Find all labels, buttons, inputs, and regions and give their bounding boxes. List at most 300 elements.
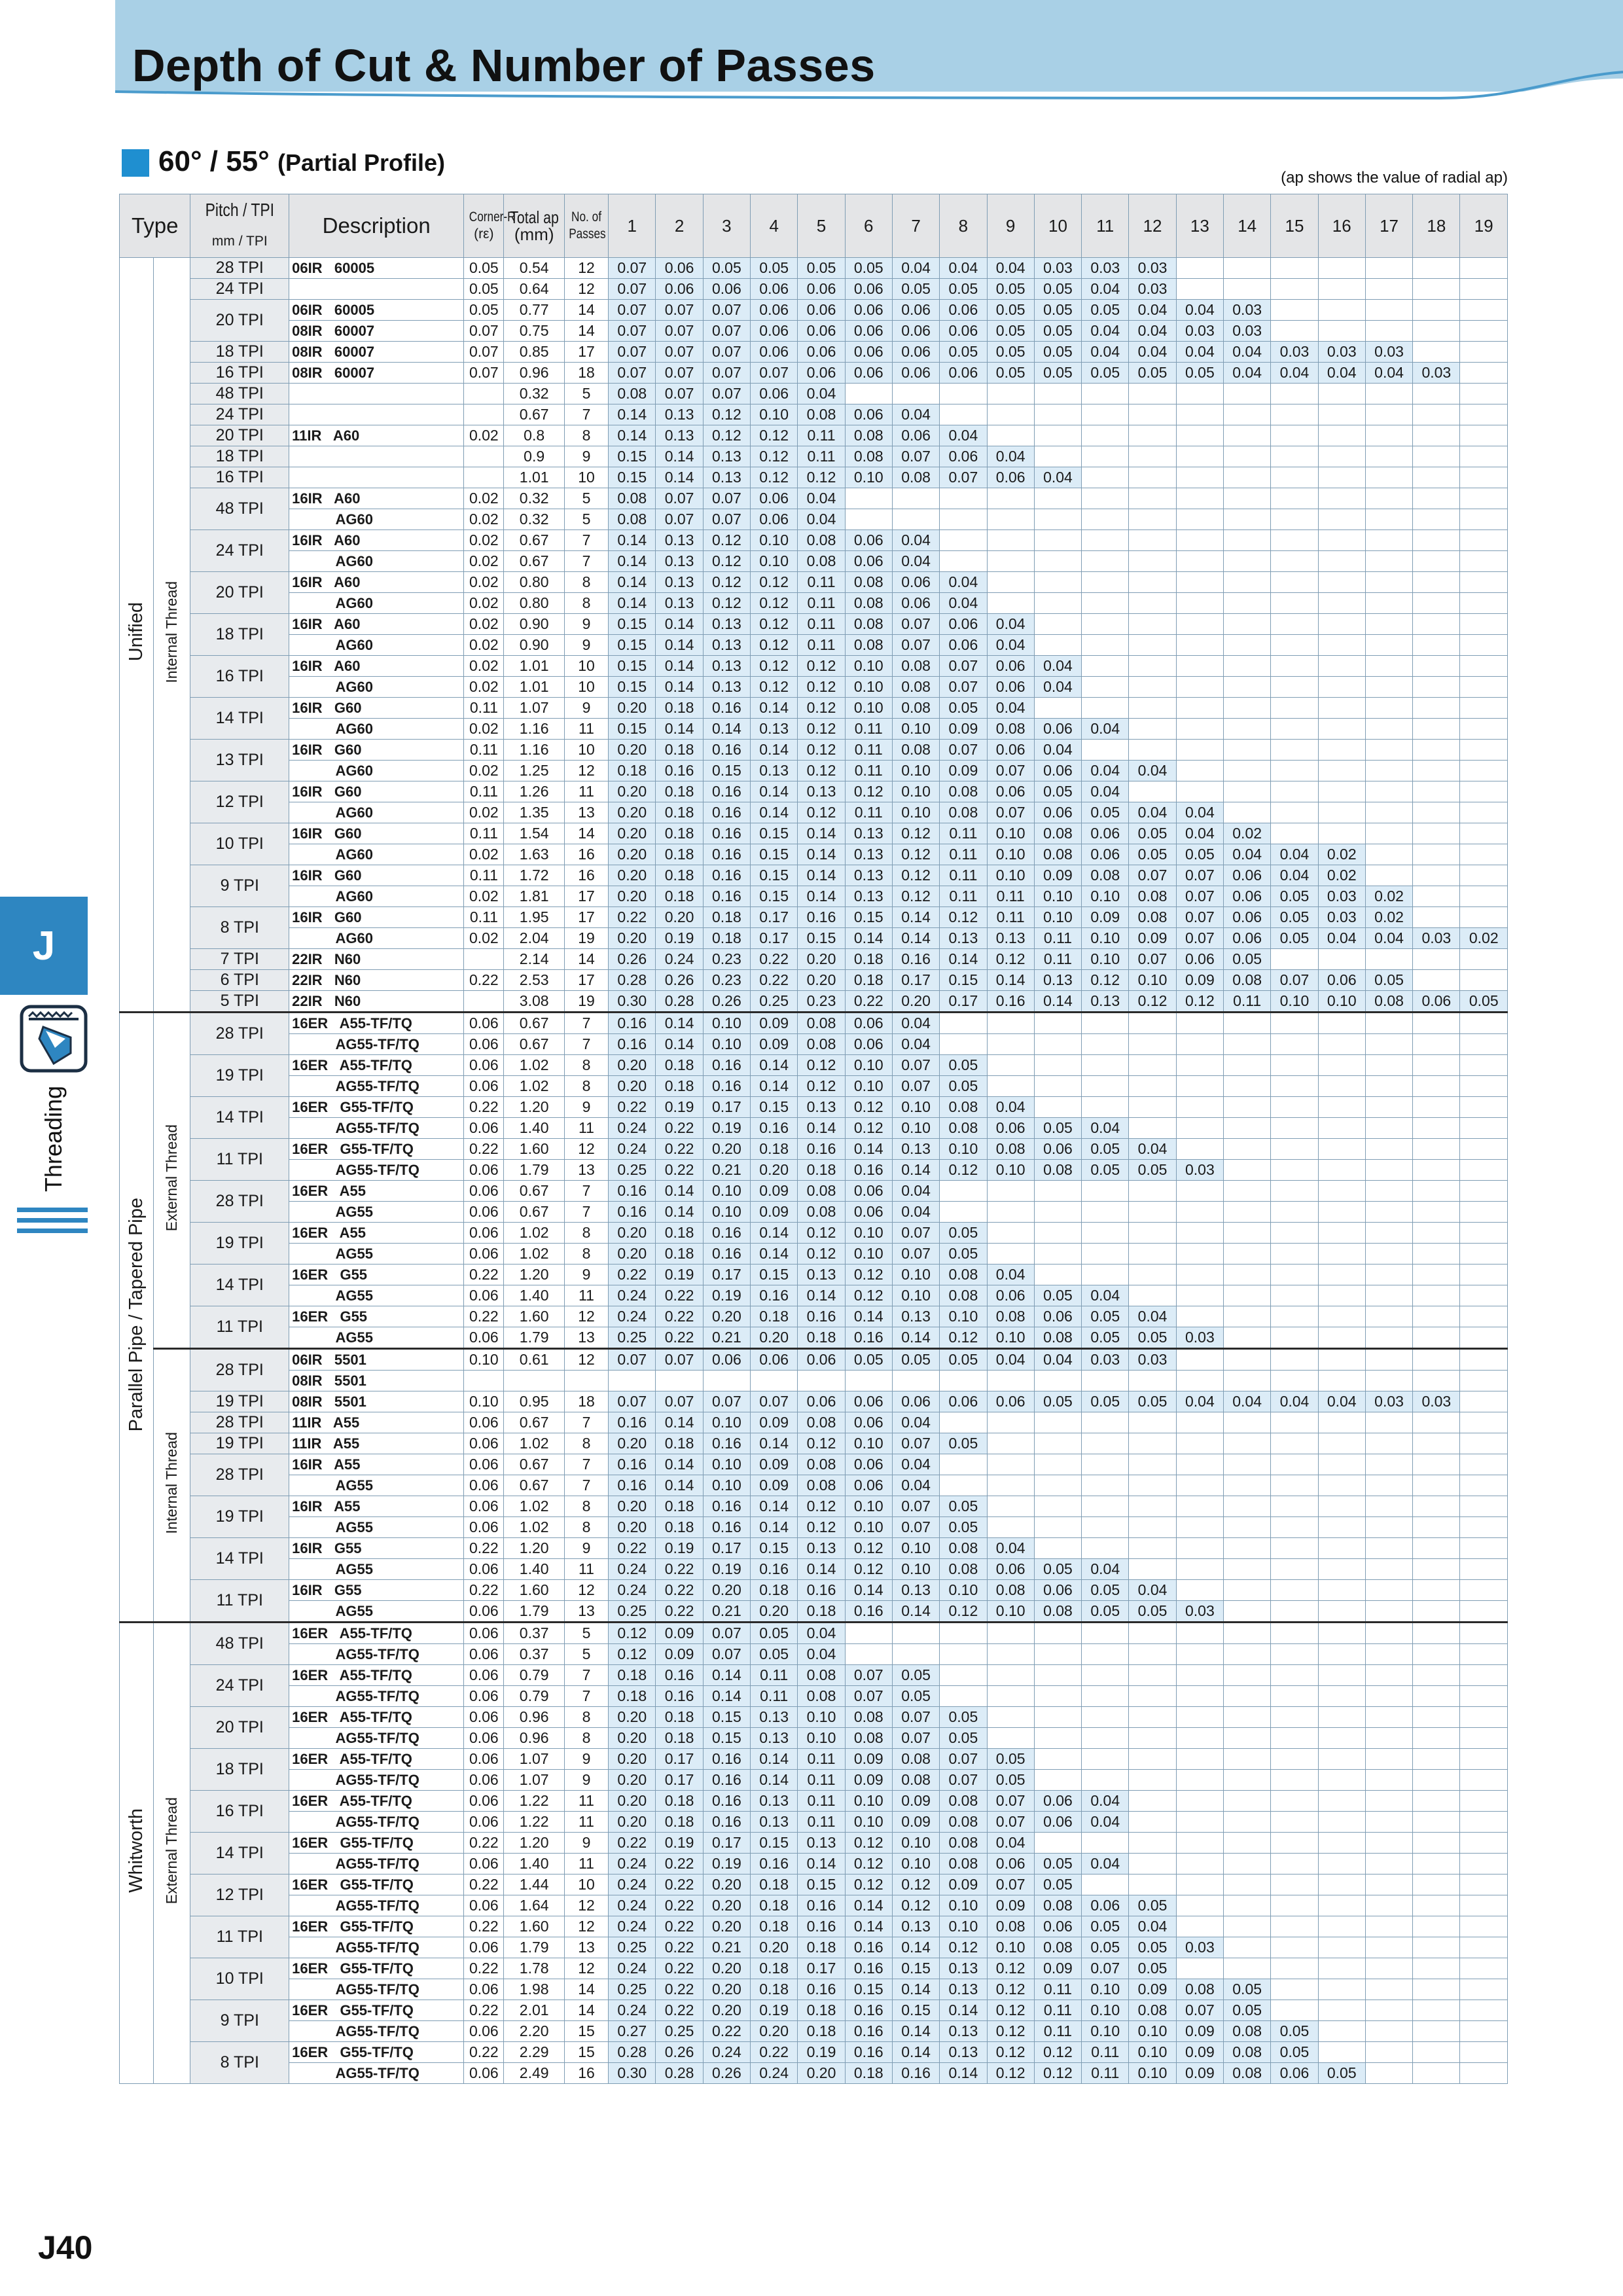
pass-value-cell: 0.22 (656, 2000, 703, 2021)
table-row (120, 2021, 1508, 2042)
pass-value-cell: 0.07 (892, 1076, 939, 1097)
pass-value-cell (940, 1623, 987, 1644)
corner-r-cell: 0.02 (464, 614, 504, 635)
total-ap-cell: 0.77 (504, 300, 564, 321)
pass-value-cell (940, 1665, 987, 1686)
passes-cell: 17 (564, 970, 608, 991)
pass-value-cell: 0.12 (1034, 2042, 1081, 2063)
pass-value-cell: 0.13 (940, 1979, 987, 2000)
pass-value-cell (845, 384, 892, 404)
pass-value-cell: 0.09 (1176, 2042, 1223, 2063)
side-tab-j[interactable]: J (0, 897, 88, 995)
corner-r-cell: 0.02 (464, 593, 504, 614)
pass-value-cell (1413, 1202, 1460, 1223)
pass-value-cell: 0.28 (656, 2063, 703, 2084)
pass-value-cell: 0.16 (609, 1454, 656, 1475)
corner-r-cell: 0.02 (464, 635, 504, 656)
pass-value-cell: 0.04 (940, 258, 987, 279)
pass-value-cell: 0.06 (703, 279, 750, 300)
pass-value-cell (1271, 1707, 1318, 1728)
pass-value-cell: 0.16 (751, 1854, 798, 1874)
pass-value-cell (1129, 740, 1176, 761)
passes-cell: 7 (564, 530, 608, 551)
pass-value-cell: 0.10 (940, 1306, 987, 1327)
pass-value-cell: 0.12 (987, 2000, 1034, 2021)
section-marker (122, 149, 149, 177)
pass-value-cell: 0.07 (703, 488, 750, 509)
pass-value-cell: 0.13 (892, 1580, 939, 1601)
table-row (120, 970, 1508, 991)
corner-r-cell: 0.06 (464, 1623, 504, 1644)
pass-value-cell: 0.18 (798, 1327, 845, 1349)
pass-value-cell: 0.14 (656, 1013, 703, 1034)
description-cell: 16ER A55-TF/TQ (289, 1749, 464, 1770)
pass-value-cell (1318, 1895, 1365, 1916)
pass-value-cell (1271, 1791, 1318, 1812)
description-cell (289, 404, 464, 425)
table-row (120, 1770, 1508, 1791)
pass-value-cell: 0.22 (845, 991, 892, 1013)
pass-value-cell (1271, 781, 1318, 802)
pass-value-cell: 0.10 (845, 698, 892, 719)
corner-r-cell: 0.06 (464, 1895, 504, 1916)
description-cell: 16ER A55 (289, 1181, 464, 1202)
pass-value-cell (1460, 1244, 1508, 1265)
pass-value-cell (1271, 488, 1318, 509)
pass-value-cell: 0.11 (940, 823, 987, 844)
table-row (120, 907, 1508, 928)
pass-value-cell (1034, 572, 1081, 593)
corner-r-cell: 0.06 (464, 1475, 504, 1496)
pass-value-cell: 0.13 (1082, 991, 1129, 1013)
pass-value-cell: 0.07 (892, 1433, 939, 1454)
pass-value-cell (1318, 1349, 1365, 1371)
pass-value-cell: 0.06 (987, 467, 1034, 488)
pass-value-cell (1460, 425, 1508, 446)
pass-value-cell: 0.12 (751, 572, 798, 593)
pitch-cell: 20 TPI (190, 300, 289, 342)
pass-value-cell: 0.16 (609, 1412, 656, 1433)
pass-value-cell (1034, 1371, 1081, 1391)
pass-value-cell (1365, 404, 1412, 425)
pass-value-cell (1176, 1371, 1223, 1391)
corner-r-cell: 0.06 (464, 1076, 504, 1097)
pass-value-cell: 0.20 (609, 1812, 656, 1833)
pass-value-cell (1224, 1097, 1271, 1118)
corner-r-cell: 0.02 (464, 802, 504, 823)
pass-value-cell (1034, 551, 1081, 572)
corner-r-cell: 0.02 (464, 928, 504, 949)
pass-value-cell: 0.13 (751, 1791, 798, 1812)
description-cell: 08IR 60007 (289, 363, 464, 384)
pass-value-cell (1082, 1097, 1129, 1118)
passes-cell: 8 (564, 1707, 608, 1728)
pass-value-cell: 0.23 (703, 949, 750, 970)
corner-r-cell: 0.02 (464, 656, 504, 677)
pass-value-cell: 0.12 (845, 1118, 892, 1139)
pass-value-cell (1318, 781, 1365, 802)
pass-value-cell (1413, 614, 1460, 635)
passes-cell: 12 (564, 1916, 608, 1937)
pass-value-cell (1082, 1749, 1129, 1770)
pass-value-cell: 0.04 (987, 1833, 1034, 1854)
pass-value-cell (1224, 1013, 1271, 1034)
corner-r-cell: 0.10 (464, 1391, 504, 1412)
pass-value-cell: 0.12 (987, 1958, 1034, 1979)
pass-value-cell (987, 1475, 1034, 1496)
pass-value-cell (1129, 1538, 1176, 1559)
pass-value-cell: 0.22 (609, 1265, 656, 1285)
pass-value-cell: 0.04 (1365, 363, 1412, 384)
pass-value-cell (1034, 1223, 1081, 1244)
pass-value-cell (1413, 1517, 1460, 1538)
table-row (120, 1833, 1508, 1854)
pass-value-cell (1129, 1097, 1176, 1118)
pass-value-cell: 0.06 (892, 363, 939, 384)
pass-value-cell: 0.08 (1034, 1937, 1081, 1958)
pass-value-cell: 0.04 (798, 384, 845, 404)
pass-value-cell (1413, 2063, 1460, 2084)
pass-value-cell: 0.09 (751, 1475, 798, 1496)
pass-value-cell (1460, 593, 1508, 614)
subtype-cell (154, 258, 190, 1013)
pass-value-cell (1318, 321, 1365, 342)
description-cell (289, 446, 464, 467)
pass-value-cell (1460, 1034, 1508, 1055)
pass-value-cell (1224, 404, 1271, 425)
pass-value-cell (1413, 1979, 1460, 2000)
pass-value-cell: 0.05 (940, 342, 987, 363)
pass-value-cell: 0.05 (940, 1076, 987, 1097)
pass-value-cell (1460, 384, 1508, 404)
pass-value-cell: 0.10 (940, 1139, 987, 1160)
passes-cell: 14 (564, 321, 608, 342)
pass-value-cell: 0.12 (751, 656, 798, 677)
pass-value-cell: 0.09 (940, 761, 987, 781)
pass-value-cell: 0.05 (1129, 1937, 1176, 1958)
pass-value-cell: 0.05 (1129, 1391, 1176, 1412)
pass-value-cell: 0.11 (798, 446, 845, 467)
pass-value-cell: 0.08 (892, 677, 939, 698)
pass-value-cell: 0.10 (1082, 1979, 1129, 2000)
pass-value-cell: 0.16 (703, 1770, 750, 1791)
pass-value-cell: 0.13 (656, 551, 703, 572)
pass-value-cell: 0.05 (1082, 1327, 1129, 1349)
pass-value-cell: 0.14 (751, 1749, 798, 1770)
description-cell: AG55-TF/TQ (289, 1076, 464, 1097)
header-pass-11: 11 (1082, 194, 1129, 258)
description-cell: 16IR G60 (289, 907, 464, 928)
passes-cell: 12 (564, 279, 608, 300)
pass-value-cell: 0.24 (703, 2042, 750, 2063)
passes-cell: 19 (564, 928, 608, 949)
header-pitch-label: Pitch / TPI (205, 199, 275, 220)
pass-value-cell: 0.10 (940, 1916, 987, 1937)
pass-value-cell: 0.13 (892, 1139, 939, 1160)
pass-value-cell: 0.13 (703, 446, 750, 467)
pass-value-cell: 0.11 (940, 865, 987, 886)
pass-value-cell (1365, 530, 1412, 551)
table-row (120, 719, 1508, 740)
pass-value-cell (845, 488, 892, 509)
pass-value-cell: 0.11 (1224, 991, 1271, 1013)
pitch-cell: 28 TPI (190, 1013, 289, 1055)
total-ap-cell: 1.78 (504, 1958, 564, 1979)
pass-value-cell: 0.08 (609, 509, 656, 530)
pass-value-cell (1176, 404, 1223, 425)
pass-value-cell: 0.08 (609, 384, 656, 404)
pass-value-cell: 0.08 (940, 1812, 987, 1833)
passes-cell: 13 (564, 1601, 608, 1623)
pass-value-cell: 0.16 (656, 1665, 703, 1686)
table-row (120, 425, 1508, 446)
pass-value-cell: 0.25 (609, 1601, 656, 1623)
pass-value-cell (1365, 1034, 1412, 1055)
pass-value-cell (1224, 1644, 1271, 1665)
total-ap-cell: 1.07 (504, 698, 564, 719)
pass-value-cell: 0.04 (1129, 1306, 1176, 1327)
total-ap-cell: 0.67 (504, 1034, 564, 1055)
pitch-cell: 10 TPI (190, 823, 289, 865)
pass-value-cell: 0.05 (1034, 363, 1081, 384)
pass-value-cell: 0.14 (751, 1076, 798, 1097)
description-cell: 08IR 5501 (289, 1391, 464, 1412)
pass-value-cell (1271, 1034, 1318, 1055)
pass-value-cell: 0.16 (751, 1118, 798, 1139)
pass-value-cell: 0.12 (845, 1874, 892, 1895)
pass-value-cell: 0.16 (798, 1979, 845, 2000)
table-row (120, 1349, 1508, 1371)
pass-value-cell (1365, 1285, 1412, 1306)
pass-value-cell (1460, 1055, 1508, 1076)
pass-value-cell (1460, 1958, 1508, 1979)
description-cell: 11IR A55 (289, 1433, 464, 1454)
pass-value-cell (892, 1371, 939, 1391)
pass-value-cell: 0.04 (798, 1644, 845, 1665)
pass-value-cell: 0.14 (751, 1433, 798, 1454)
pass-value-cell (1460, 572, 1508, 593)
pass-value-cell (1413, 1306, 1460, 1327)
pass-value-cell (1034, 1517, 1081, 1538)
description-cell: 06IR 5501 (289, 1349, 464, 1371)
pass-value-cell (987, 509, 1034, 530)
corner-r-cell: 0.02 (464, 425, 504, 446)
pass-value-cell: 0.10 (987, 865, 1034, 886)
pass-value-cell: 0.12 (798, 719, 845, 740)
pass-value-cell: 0.18 (656, 1496, 703, 1517)
pass-value-cell: 0.15 (609, 719, 656, 740)
pass-value-cell (1413, 446, 1460, 467)
pass-value-cell: 0.12 (1034, 2063, 1081, 2084)
pass-value-cell: 0.08 (1224, 2042, 1271, 2063)
pass-value-cell: 0.13 (656, 572, 703, 593)
total-ap-cell: 1.60 (504, 1916, 564, 1937)
pass-value-cell (1034, 1265, 1081, 1285)
pass-value-cell: 0.14 (751, 1496, 798, 1517)
table-body (120, 258, 1508, 2084)
pass-value-cell (1460, 1644, 1508, 1665)
pass-value-cell (1460, 1118, 1508, 1139)
pass-value-cell: 0.13 (845, 886, 892, 907)
total-ap-cell: 0.67 (504, 1202, 564, 1223)
pass-value-cell: 0.09 (751, 1181, 798, 1202)
pass-value-cell: 0.06 (751, 488, 798, 509)
pass-value-cell (1365, 1412, 1412, 1433)
pass-value-cell (1082, 551, 1129, 572)
pass-value-cell (1271, 1285, 1318, 1306)
table-row (120, 1517, 1508, 1538)
pass-value-cell: 0.04 (1082, 1854, 1129, 1874)
pass-value-cell (1176, 1538, 1223, 1559)
passes-cell: 16 (564, 865, 608, 886)
table-row (120, 404, 1508, 425)
pass-value-cell (1365, 488, 1412, 509)
pass-value-cell (1082, 1371, 1129, 1391)
pass-value-cell: 0.11 (940, 886, 987, 907)
pass-value-cell: 0.16 (798, 1916, 845, 1937)
pass-value-cell: 0.06 (1413, 991, 1460, 1013)
pass-value-cell: 0.20 (703, 1958, 750, 1979)
pass-value-cell: 0.16 (845, 1937, 892, 1958)
table-row (120, 1496, 1508, 1517)
pass-value-cell (1082, 614, 1129, 635)
pass-value-cell (1365, 719, 1412, 740)
pass-value-cell: 0.20 (703, 1580, 750, 1601)
pass-value-cell: 0.10 (1034, 886, 1081, 907)
pass-value-cell (1271, 949, 1318, 970)
pass-value-cell (1318, 1916, 1365, 1937)
pass-value-cell: 0.05 (1082, 1916, 1129, 1937)
pass-value-cell (987, 1013, 1034, 1034)
pass-value-cell (940, 404, 987, 425)
pass-value-cell (1271, 321, 1318, 342)
pass-value-cell: 0.12 (987, 2021, 1034, 2042)
pass-value-cell (1271, 258, 1318, 279)
pass-value-cell (1413, 1433, 1460, 1454)
pass-value-cell (1413, 279, 1460, 300)
pass-value-cell: 0.08 (892, 698, 939, 719)
pass-value-cell: 0.05 (1082, 300, 1129, 321)
table-row (120, 1285, 1508, 1306)
pass-value-cell: 0.15 (798, 928, 845, 949)
pass-value-cell (1460, 949, 1508, 970)
pass-value-cell: 0.08 (892, 740, 939, 761)
type-label: Unified (126, 602, 147, 662)
pass-value-cell (1318, 1623, 1365, 1644)
corner-r-cell: 0.22 (464, 2042, 504, 2063)
pass-value-cell (1129, 1665, 1176, 1686)
pitch-cell: 18 TPI (190, 614, 289, 656)
pass-value-cell: 0.14 (656, 719, 703, 740)
pass-value-cell: 0.10 (1129, 2021, 1176, 2042)
pass-value-cell (1176, 1454, 1223, 1475)
pass-value-cell (1365, 802, 1412, 823)
total-ap-cell: 1.20 (504, 1265, 564, 1285)
pass-value-cell (1176, 1707, 1223, 1728)
pass-value-cell: 0.12 (703, 551, 750, 572)
description-cell: 16ER A55-TF/TQ (289, 1623, 464, 1644)
pass-value-cell: 0.04 (892, 551, 939, 572)
depth-of-cut-table (119, 194, 1508, 2084)
pass-value-cell: 0.05 (1034, 300, 1081, 321)
pass-value-cell: 0.12 (845, 1854, 892, 1874)
pass-value-cell (1318, 530, 1365, 551)
pass-value-cell (1460, 761, 1508, 781)
pass-value-cell: 0.08 (845, 572, 892, 593)
pass-value-cell: 0.05 (1176, 844, 1223, 865)
corner-r-cell: 0.06 (464, 1812, 504, 1833)
pass-value-cell (1176, 1244, 1223, 1265)
pass-value-cell (1224, 1707, 1271, 1728)
pass-value-cell: 0.04 (1224, 363, 1271, 384)
pass-value-cell (1176, 1580, 1223, 1601)
pass-value-cell: 0.14 (987, 970, 1034, 991)
pass-value-cell: 0.22 (609, 1097, 656, 1118)
pass-value-cell (1129, 404, 1176, 425)
total-ap-cell: 1.79 (504, 1327, 564, 1349)
pass-value-cell (940, 488, 987, 509)
pass-value-cell (940, 1686, 987, 1707)
pass-value-cell (1413, 1895, 1460, 1916)
header-pass-9: 9 (987, 194, 1034, 258)
pass-value-cell: 0.16 (798, 1306, 845, 1327)
pass-value-cell: 0.04 (892, 1181, 939, 1202)
pass-value-cell (1365, 425, 1412, 446)
total-ap-cell: 1.02 (504, 1244, 564, 1265)
pass-value-cell: 0.13 (798, 781, 845, 802)
pass-value-cell (1413, 509, 1460, 530)
header-pass-17: 17 (1365, 194, 1412, 258)
pass-value-cell (1176, 614, 1223, 635)
pitch-cell: 9 TPI (190, 865, 289, 907)
pass-value-cell: 0.07 (1176, 865, 1223, 886)
pass-value-cell (1224, 1306, 1271, 1327)
pass-value-cell: 0.12 (845, 1097, 892, 1118)
table-row (120, 1223, 1508, 1244)
pass-value-cell (1413, 551, 1460, 572)
pass-value-cell: 0.06 (940, 321, 987, 342)
total-ap-cell: 1.01 (504, 677, 564, 698)
pitch-cell: 5 TPI (190, 991, 289, 1013)
total-ap-cell: 0.96 (504, 363, 564, 384)
pass-value-cell: 0.10 (987, 823, 1034, 844)
pass-value-cell: 0.20 (751, 2021, 798, 2042)
pass-value-cell: 0.24 (609, 1958, 656, 1979)
pass-value-cell (1271, 1433, 1318, 1454)
pass-value-cell: 0.06 (751, 1349, 798, 1371)
corner-r-cell: 0.06 (464, 1644, 504, 1665)
pass-value-cell: 0.24 (609, 1580, 656, 1601)
pass-value-cell: 0.07 (1129, 865, 1176, 886)
pass-value-cell (1224, 1433, 1271, 1454)
pass-value-cell (1224, 614, 1271, 635)
pass-value-cell: 0.03 (1176, 1327, 1223, 1349)
total-ap-cell: 1.79 (504, 1937, 564, 1958)
pass-value-cell: 0.04 (1224, 844, 1271, 865)
subtype-label: External Thread (163, 1124, 181, 1232)
pass-value-cell: 0.12 (798, 1055, 845, 1076)
passes-cell (564, 1371, 608, 1391)
pass-value-cell (1460, 886, 1508, 907)
description-cell: AG60 (289, 551, 464, 572)
pass-value-cell (1224, 551, 1271, 572)
pass-value-cell (1318, 2042, 1365, 2063)
pass-value-cell (1460, 1371, 1508, 1391)
pass-value-cell (1460, 2000, 1508, 2021)
pass-value-cell: 0.15 (609, 467, 656, 488)
pass-value-cell: 0.08 (1034, 844, 1081, 865)
pass-value-cell: 0.13 (703, 614, 750, 635)
